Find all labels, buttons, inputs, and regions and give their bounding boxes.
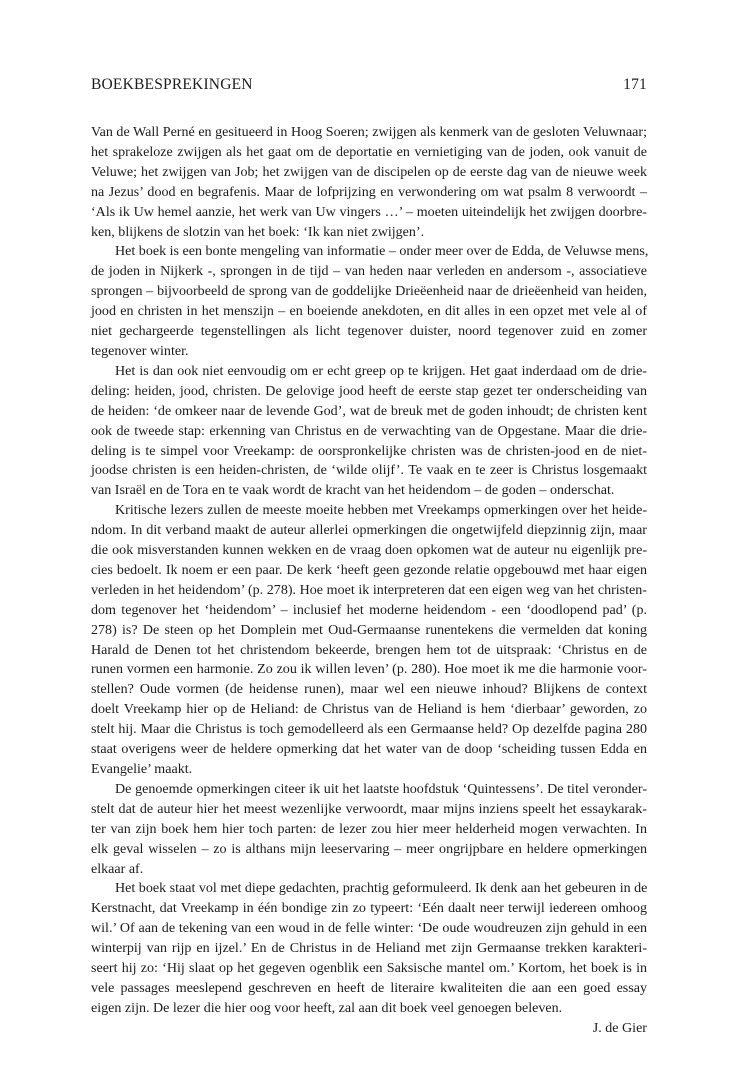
text-line: Het is dan ook niet eenvoudig om er echt greep op te krijgen. Het gaat inderdaad om de drie- (115, 362, 647, 379)
text-line: elk geval wisselen – zo is althans mijn leeservaring – meer ongrijpbare en heldere opmerkingen (91, 840, 647, 857)
text-line: Harald de Denen tot het christendom bekeerde, brengen hem tot de uitspraak: ‘Christus en de (91, 641, 647, 658)
text-line: jood en christen in het menszijn – en boeiende anekdoten, en dit alles in een opzet met vele al of (91, 303, 647, 320)
text-line: Kerstnacht, dat Vreekamp in één bondige zin zo typeert: ‘Eén daalt neer terwijl iedereen omhoog (91, 900, 647, 917)
text-line: ndom. In dit verband maakt de auteur allerlei opmerkingen die ongetwijfeld diepzinnig zijn, maar (91, 522, 647, 539)
text-line: eigen zijn. De lezer die hier oog voor heeft, zal aan dit boek veel genoegen beleven. (91, 999, 563, 1016)
author-signature: J. de Gier (592, 1019, 647, 1036)
text-line: Veluwe; het zwijgen van Job; het zwijgen van de discipelen op de eerste dag van de nieuwe week (91, 163, 647, 180)
text-line: deling is te simpel voor Vreekamp: de oorspronkelijke christen was de christen-jood en de niet- (91, 442, 647, 459)
section-title: BOEKBESPREKINGEN (91, 76, 253, 93)
text-line: ter van zijn boek hem hier toch parten: de lezer zou hier meer helderheid mogen verwachten. In (91, 820, 647, 837)
text-line: stellen? Oude vormen (de heidense runen), maar wel een nieuwe inhoud? Blijkens de context (91, 681, 647, 698)
text-line: stelt hij. Maar die Christus is toch gemodelleerd als een Germaanse held? Op dezelfde pagina 280 (91, 721, 647, 738)
text-line: Evangelie’ maakt. (91, 761, 193, 777)
text-line: Het boek staat vol met diepe gedachten, prachtig geformuleerd. Ik denk aan het gebeuren in de (115, 880, 648, 897)
text-line: vele passages meeslepend geschreven en heeft de literaire kwaliteiten die aan een goed essay (91, 979, 647, 996)
page-number: 171 (623, 76, 647, 93)
paragraph (91, 362, 647, 501)
paragraph (91, 879, 647, 1018)
text-line: staat overigens weer de heldere opmerking dat het water van de doop ‘scheiding tussen Edda en (91, 741, 647, 758)
text-line: doelt Vreekamp hier op de Heliand: de Christus van de Heliand is hem ‘dierbaar’ geworden, zo (91, 701, 647, 718)
text-line: stelt dat de auteur hier het meest wezenlijke verwoordt, maar mijns inziens speelt het essaykarak- (91, 800, 647, 817)
text-line: van Israël en de Tora en te vaak wordt de kracht van het heidendom – de goden – onderschat. (91, 482, 615, 499)
text-line: wil.’ Of aan de tekening van een woud in de felle winter: ‘De oude woudreuzen zijn gehuld in een (91, 920, 647, 937)
paragraph (91, 242, 647, 361)
text-line: dom tegenover het ‘heidendom’ – inclusief het moderne heidendom - een ‘doodlopend pad’ (p. (91, 601, 647, 618)
paragraph (91, 780, 647, 880)
text-line: runen vormen een harmonie. Zo zou ik willen leven’ (p. 280). Hoe moet ik me die harmonie voor- (91, 661, 647, 678)
text-line: de heiden: ‘de omkeer naar de levende God’, wat de breuk met de goden inhoudt; de christen kent (91, 402, 647, 419)
text-line: deling: heiden, jood, christen. De gelovige jood heeft de eerste stap gezet ter onderscheiding van (91, 382, 647, 399)
text-line: ken, blijkens de slotzin van het boek: ‘Ik kan niet zwijgen’. (91, 223, 425, 240)
text-line: Kritische lezers zullen de meeste moeite hebben met Vreekamps opmerkingen over het heide- (115, 502, 647, 519)
text-line: seert hij zo: ‘Hij slaat op het gegeven ogenblik een Saksische mantel om.’ Kortom, het boek is in (91, 960, 647, 977)
text-line: die ook misverstanden kunnen wekken en de vraag doen opkomen wat de auteur nu eigenlijk pre- (91, 542, 647, 559)
text-line: de joden in Nijkerk -, sprongen in de tijd – van heden naar verleden en andersom -, associatieve (91, 263, 647, 280)
review-body (91, 123, 647, 1039)
text-line: verleden in het heidendom’ (p. 278). Hoe moet ik interpreteren dat een eigen weg van het christen- (91, 581, 647, 598)
text-line: tegenover winter. (91, 342, 189, 359)
text-line: niet gechargeerde tegenstellingen als licht tegenover duister, noord tegenover zuid en zomer (91, 323, 647, 340)
text-line: cies bedoelt. Ik noem er een paar. De kerk ‘heeft geen gezonde relatie opgebouwd met haar eigen (91, 561, 647, 578)
text-line: winterpij van rijp en ijzel.’ En de Christus in de Heliand met zijn Germaanse trekken karakteri- (91, 940, 647, 957)
paragraph (91, 123, 647, 242)
text-line: het sprakeloze zwijgen als het gaat om de deportatie en vernietiging van de joden, ook vanuit de (91, 143, 647, 160)
text-line: Het boek is een bonte mengeling van informatie – onder meer over de Edda, de Veluwse mens, (115, 243, 649, 260)
text-line: elkaar af. (91, 860, 144, 877)
text-line: ook de tweede stap: erkenning van Christus en de verwachting van de Opgestane. Maar die drie- (91, 422, 647, 439)
text-line: ‘Als ik Uw hemel aanzie, het werk van Uw vingers …’ – moeten uiteindelijk het zwijgen doorbre- (91, 203, 647, 220)
text-line: Van de Wall Perné en gesitueerd in Hoog Soeren; zwijgen als kenmerk van de gesloten Veluwnaar; (91, 124, 647, 140)
text-line: joodse christen is een heiden-christen, de ‘wilde olijf’. Te vaak en te zeer is Christus losgemaakt (91, 462, 647, 479)
text-line: 278) is? De steen op het Domplein met Oud-Germaanse runentekens die vermelden dat koning (91, 621, 647, 638)
text-line: sprongen – bijvoorbeeld de sprong van de goddelijke Drieëenheid naar de drieëenheid van heiden, (91, 283, 647, 300)
paragraph (91, 501, 647, 780)
text-line: na Jezus’ dood en begrafenis. Maar de lofprijzing en verwondering om wat psalm 8 verwoordt – (91, 183, 647, 200)
text-line: De genoemde opmerkingen citeer ik uit het laatste hoofdstuk ‘Quintessens’. De titel veronder- (115, 780, 647, 797)
